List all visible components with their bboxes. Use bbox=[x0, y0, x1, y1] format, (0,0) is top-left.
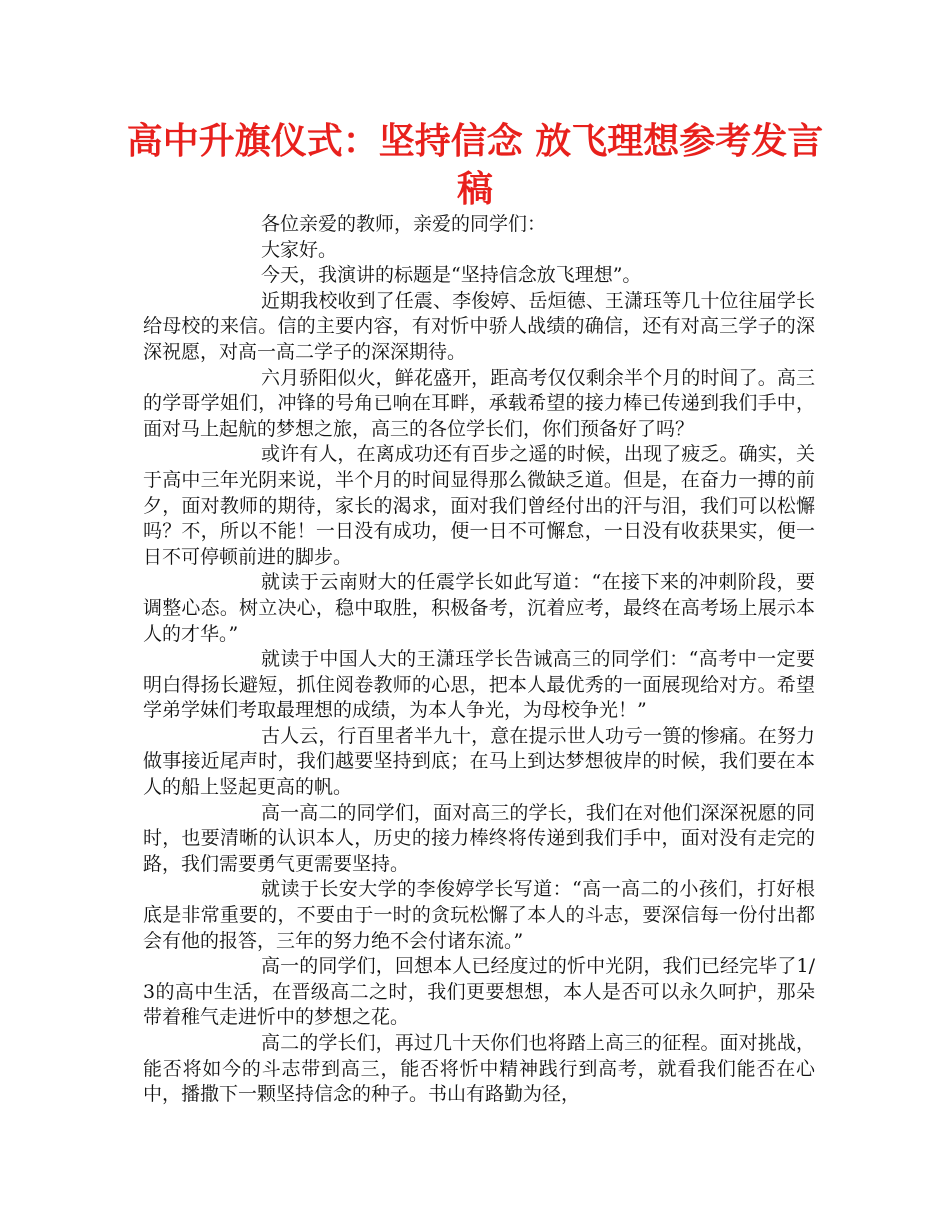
paragraph-ancients: 古人云，行百里者半九十，意在提示世人功亏一篑的惨痛。在努力做事接近尾声时，我们越要坚持到底；在马上到达梦想彼岸的时候，我们要在本人的船上竖起更高的帆。 bbox=[143, 724, 815, 799]
paragraph-grade-one-two: 高一高二的同学们，面对高三的学长，我们在对他们深深祝愿的同时，也要清晰的认识本人，历史的接力棒终将传递到我们手中，面对没有走完的路，我们需要勇气更需要坚持。 bbox=[143, 801, 815, 875]
paragraph-grade-two: 高二的学长们，再过几十天你们也将踏上高三的征程。面对挑战，能否将如今的斗志带到高三，能否将忻中精神践行到高考，就看我们能否在心中，播撒下一颗坚持信念的种子。书山有路勤为径， bbox=[143, 1032, 815, 1106]
paragraph-quote-lijunting: 就读于长安大学的李俊婷学长写道：“高一高二的小孩们，打好根底是非常重要的，不要由于一时的贪玩松懈了本人的斗志，要深信每一份付出都会有他的报答，三年的努力绝不会付诸东流。” bbox=[143, 878, 815, 952]
paragraph-hello: 大家好。 bbox=[261, 238, 338, 261]
paragraph-quote-wangxiaojue: 就读于中国人大的王潇珏学长告诫高三的同学们：“高考中一定要明白得扬长避短，抓住阅卷教师的心思，把本人最优秀的一面展现给对方。希望学弟学妹们考取最理想的成绩，为本人争光，为母校争光！” bbox=[143, 648, 815, 722]
document-body bbox=[143, 212, 815, 1108]
paragraph-grade-one: 高一的同学们，回想本人已经度过的忻中光阴，我们已经完毕了1/3的高中生活，在晋级高二之时，我们更要想想，本人是否可以永久呵护，那朵带着稚气走进忻中的梦想之花。 bbox=[143, 955, 815, 1029]
paragraph-topic: 今天，我演讲的标题是“坚持信念放飞理想”。 bbox=[261, 264, 642, 287]
paragraph-letters: 近期我校收到了任震、李俊婷、岳烜德、王潇珏等几十位往届学长给母校的来信。信的主要内容，有对忻中骄人战绩的确信，还有对高三学子的深深祝愿，对高一高二学子的深深期待。 bbox=[143, 289, 815, 363]
paragraph-perseverance: 或许有人，在离成功还有百步之遥的时候，出现了疲乏。确实，关于高中三年光阴来说，半个月的时间显得那么微缺乏道。但是，在奋力一搏的前夕，面对教师的期待，家长的渴求，面对我们曾经付出的汗与泪，我们可以松懈吗？不，所以不能！一日没有成功，便一日不可懈怠，一日没有收获果实，便一日不可停顿前进的脚步。 bbox=[143, 443, 815, 568]
paragraph-june: 六月骄阳似火，鲜花盛开，距高考仅仅剩余半个月的时间了。高三的学哥学姐们，冲锋的号角已响在耳畔，承载希望的接力棒已传递到我们手中，面对马上起航的梦想之旅，高三的各位学长们，你们预备好了吗？ bbox=[143, 366, 815, 440]
document-title: 高中升旗仪式：坚持信念 放飞理想参考发言稿 bbox=[126, 121, 824, 210]
paragraph-quote-renzhen: 就读于云南财大的任震学长如此写道：“在接下来的冲刺阶段，要调整心态。树立决心，稳中取胜，积极备考，沉着应考，最终在高考场上展示本人的才华。” bbox=[143, 571, 815, 645]
paragraph-greeting: 各位亲爱的教师，亲爱的同学们： bbox=[261, 213, 547, 235]
